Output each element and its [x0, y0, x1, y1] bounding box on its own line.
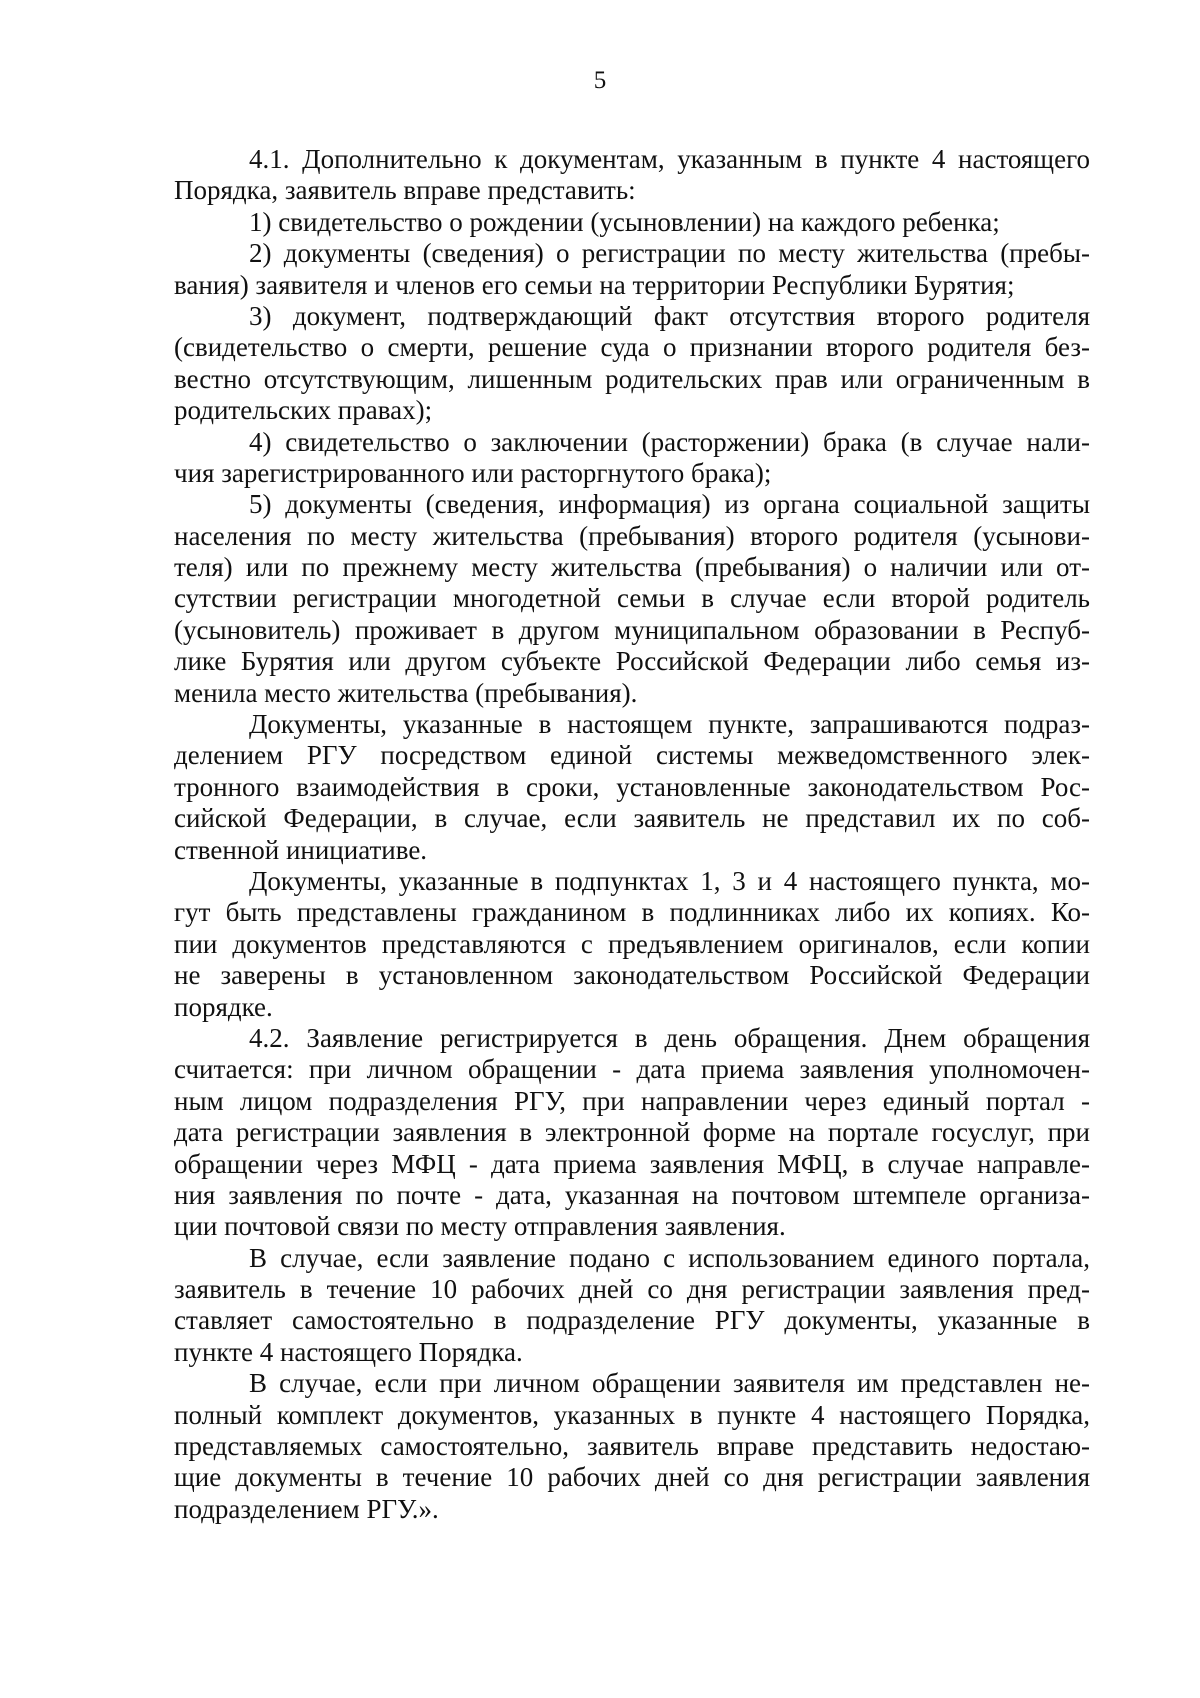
text-line: менила место жительства (пребывания). — [174, 677, 638, 708]
paragraph — [174, 489, 1090, 709]
text-line: 2) документы (сведения) о регистрации по месту жительства (пребы- — [249, 238, 1090, 269]
text-line: пии документов представляются с предъявлением оригиналов, если копии — [174, 928, 1090, 959]
paragraph — [174, 1023, 1090, 1243]
text-line: ния заявления по почте - дата, указанная на почтовом штемпеле организа- — [174, 1179, 1090, 1210]
text-line: представляемых самостоятельно, заявитель вправе представить недостаю- — [174, 1431, 1090, 1462]
text-line: сийской Федерации, в случае, если заявитель не представил их по соб- — [174, 803, 1090, 834]
text-line: 1) свидетельство о рождении (усыновлении) на каждого ребенка; — [249, 206, 1000, 237]
paragraph — [174, 427, 1090, 490]
text-line: заявитель в течение 10 рабочих дней со дня регистрации заявления пред- — [174, 1274, 1090, 1305]
text-line: обращении через МФЦ - дата приема заявления МФЦ, в случае направле- — [174, 1148, 1090, 1179]
text-line: (свидетельство о смерти, решение суда о признании второго родителя без- — [174, 332, 1090, 363]
text-line: населения по месту жительства (пребывания) второго родителя (усынови- — [174, 520, 1090, 551]
text-line: ным лицом подразделения РГУ, при направлении через единый портал - — [174, 1085, 1090, 1116]
text-line: не заверены в установленном законодательством Российской Федерации — [174, 960, 1090, 991]
paragraph — [174, 301, 1090, 427]
paragraph — [174, 1368, 1090, 1525]
text-line: вания) заявителя и членов его семьи на территории Республики Бурятия; — [174, 269, 1015, 300]
text-line: 3) документ, подтверждающий факт отсутствия второго родителя — [249, 300, 1090, 331]
text-line: чия зарегистрированного или расторгнутого брака); — [174, 457, 772, 488]
text-line: гут быть представлены гражданином в подлинниках либо их копиях. Ко- — [174, 897, 1090, 928]
text-line: тронного взаимодействия в сроки, установленные законодательством Рос- — [174, 771, 1090, 802]
text-line: Документы, указанные в настоящем пункте, запрашиваются подраз- — [249, 709, 1090, 740]
text-line: 5) документы (сведения, информация) из органа социальной защиты — [249, 489, 1090, 520]
paragraph — [174, 1243, 1090, 1369]
text-line: 4.1. Дополнительно к документам, указанным в пункте 4 настоящего — [249, 144, 1090, 174]
text-line: В случае, если при личном обращении заявителя им представлен не- — [249, 1368, 1090, 1399]
text-line: подразделением РГУ.». — [174, 1493, 439, 1524]
text-line: Порядка, заявитель вправе представить: — [174, 175, 636, 206]
text-line: считается: при личном обращении - дата приема заявления уполномочен- — [174, 1054, 1090, 1085]
text-line: делением РГУ посредством единой системы межведомственного элек- — [174, 740, 1090, 771]
text-line: щие документы в течение 10 рабочих дней со дня регистрации заявления — [174, 1462, 1090, 1493]
page-number: 5 — [593, 67, 607, 94]
text-line: пункте 4 настоящего Порядка. — [174, 1336, 523, 1367]
paragraph — [174, 144, 1090, 207]
text-line: ставляет самостоятельно в подразделение РГУ документы, указанные в — [174, 1305, 1090, 1336]
text-line: вестно отсутствующим, лишенным родительских прав или ограниченным в — [174, 363, 1090, 394]
text-line: родительских правах); — [174, 395, 433, 426]
text-line: 4.2. Заявление регистрируется в день обращения. Днем обращения — [249, 1022, 1090, 1053]
text-line: Документы, указанные в подпунктах 1, 3 и 4 настоящего пункта, мо- — [249, 865, 1090, 896]
paragraph — [174, 709, 1090, 866]
text-line: дата регистрации заявления в электронной форме на портале госуслуг, при — [174, 1117, 1090, 1148]
paragraph — [174, 866, 1090, 1023]
text-line: (усыновитель) проживает в другом муниципальном образовании в Респуб- — [174, 614, 1090, 645]
paragraph — [174, 207, 1090, 238]
text-line: ции почтовой связи по месту отправления заявления. — [174, 1211, 786, 1242]
text-line: теля) или по прежнему месту жительства (пребывания) о наличии или от- — [174, 552, 1090, 583]
document-body — [174, 144, 1090, 1525]
text-line: сутствии регистрации многодетной семьи в случае если второй родитель — [174, 583, 1090, 614]
text-line: В случае, если заявление подано с использованием единого портала, — [249, 1242, 1090, 1273]
text-line: лике Бурятия или другом субъекте Российской Федерации либо семья из- — [174, 646, 1090, 677]
text-line: 4) свидетельство о заключении (расторжении) брака (в случае нали- — [249, 426, 1090, 457]
text-line: ственной инициативе. — [174, 834, 428, 865]
paragraph — [174, 238, 1090, 301]
text-line: порядке. — [174, 991, 273, 1022]
text-line: полный комплект документов, указанных в пункте 4 настоящего Порядка, — [174, 1399, 1090, 1430]
